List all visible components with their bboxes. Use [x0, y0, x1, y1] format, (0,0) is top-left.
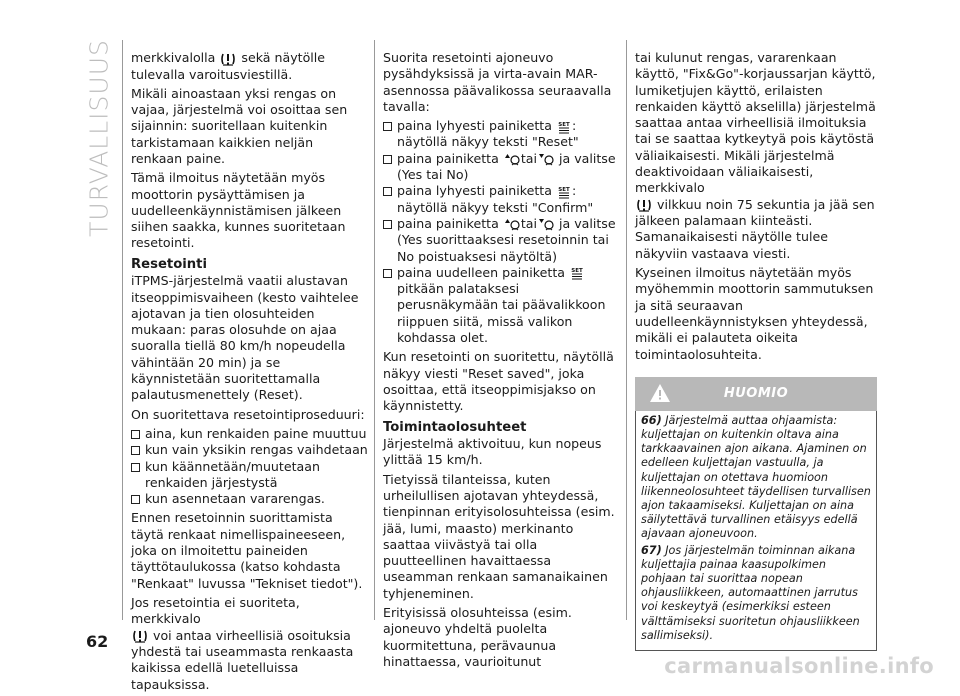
svg-text:SET: SET [558, 121, 570, 128]
paragraph: Tämä ilmoitus näytetään myös moottorin pysäyttämisen ja uudelleenkäynnistämisen jälkeen siihen saakka, kunnes suoritetaan resetointi. [131, 170, 346, 251]
warning-box-header [635, 377, 877, 411]
checkbox-icon [383, 155, 392, 164]
list-item: aina, kun renkaiden paine muuttuu [131, 426, 368, 442]
list-item: paina painiketta tai ja valitse (Yes tai No) [383, 151, 620, 184]
checkbox-icon [383, 122, 392, 131]
note-66: 66) Järjestelmä auttaa ohjaamista: kuljettajan on kuitenkin oltava aina tarkkaavainen ajon aikana. Ajaminen on edelleen kuljettajan vastuulla, ja kuljettajan on otettava huomioon liikenneolosuhteet täydellisen turvallisen ajon takaamiseksi. Kuljettajan on aina säilytettävä turvallinen etäisyys edellä ajavaan ajoneuvoon. [641, 413, 871, 541]
list-item: paina lyhyesti painiketta SET : näytöllä näkyy teksti "Confirm" [383, 183, 620, 216]
note-67: 67) Jos järjestelmän toiminnan aikana kuljettajia painaa kaasupolkimen pohjaan tai suorittaa nopean ohjausliikkeen, automaattinen jarrutus voi keskeytyä (esimerkiksi esteen välttämiseksi suoritetun ohjausliikkeen sallimiseksi). [641, 543, 860, 642]
warning-box-title: HUOMIO [723, 385, 789, 401]
paragraph: Erityisissä olosuhteissa (esim. ajoneuvo yhdeltä puolelta kuormitettuna, perävaunua hinattaessa, vaurioitunut [383, 605, 572, 669]
list-item: kun käännetään/muutetaan renkaiden järjestystä [131, 459, 368, 492]
down-button-icon [538, 217, 554, 231]
tpms-warning-icon [220, 51, 236, 67]
paragraph: Kun resetointi on suoritettu, näytöllä näkyy viesti "Reset saved", joka osoittaa, että itseoppimisjakso on käynnistetty. [383, 349, 614, 414]
down-button-icon [538, 152, 554, 166]
checkbox-icon [383, 220, 392, 229]
list-item: kun vain yksikin rengas vaihdetaan [131, 442, 368, 458]
section-heading: Resetointi [131, 256, 207, 272]
paragraph: On suoritettava resetointiproseduuri: [131, 406, 365, 422]
set-button-icon [570, 266, 584, 280]
svg-text:SET: SET [558, 186, 570, 193]
divider-line [374, 40, 375, 620]
section-heading: Toimintaolosuhteet [383, 419, 527, 435]
paragraph: Järjestelmä aktivoituu, kun nopeus ylittää 15 km/h. [383, 436, 602, 468]
checkbox-icon [131, 463, 140, 472]
divider-line [122, 40, 123, 620]
checkbox-icon [131, 495, 140, 504]
list-item: paina lyhyesti painiketta SET : näytöllä näkyy teksti "Reset" [383, 118, 620, 151]
checkbox-icon [131, 446, 140, 455]
column-1 [131, 50, 368, 696]
set-button-icon [557, 185, 571, 199]
paragraph: merkkivalolla sekä näytölle tulevalla varoitusviestillä. [131, 50, 326, 82]
up-button-icon [504, 152, 520, 166]
tpms-warning-icon [636, 197, 652, 213]
paragraph: Jos resetointia ei suoriteta, merkkivalo voi antaa virheellisiä osoituksia yhdestä tai useammasta renkaasta kaikissa edellä luetelluissa tapauksissa. [131, 594, 354, 692]
list-item: kun asennetaan vararengas. [131, 491, 368, 507]
list-item: paina uudelleen painiketta SET pitkään palataksesi perusnäkymään tai päävalikkoon riippuen siitä, missä valikon kohdassa olet. [383, 265, 620, 346]
column-3 [635, 50, 877, 651]
section-tab: TURVALLISUUS [84, 39, 114, 237]
paragraph: Kyseinen ilmoitus näytetään myös myöhemmin moottorin sammutuksen ja sitä seuraavan uudelleenkäynnistyksen yhteydessä, mikäli ei palauteta oikeita toimintaolosuhteita. [635, 265, 874, 362]
checkbox-icon [383, 269, 392, 278]
paragraph: Mikäli ainoastaan yksi rengas on vajaa, järjestelmä voi osoittaa sen sijainnin: suoritellaan kuitenkin tarkistamaan kaikkien neljän renkaan paine. [131, 85, 348, 166]
column-2 [383, 50, 620, 673]
paragraph: Tietyissä tilanteissa, kuten urheilullisen ajotavan yhteydessä, tienpinnan erityisolosuhteissa (esim. jää, lumi, maasto) merkinanto saattaa viivästyä tai olla puutteellinen havaittaessa useamman renkaan samanaikainen tyhjeneminen. [383, 471, 615, 601]
tpms-warning-icon [132, 628, 148, 644]
up-button-icon [504, 217, 520, 231]
checkbox-icon [131, 430, 140, 439]
paragraph: Suorita resetointi ajoneuvo pysähdyksissä ja virta-avain MAR-asennossa päävalikossa seuraavalla tavalla: [383, 50, 612, 114]
watermark: carmanualsonline.info [664, 654, 934, 678]
divider-line [626, 40, 627, 620]
set-button-icon [557, 120, 571, 134]
paragraph: Ennen resetoinnin suorittamista täytä renkaat nimellispaineeseen, joka on ilmoitettu paineiden täyttötaulukossa (katso kohdasta "Renkaat" luvussa "Tekniset tiedot"). [131, 510, 363, 591]
svg-text:SET: SET [571, 268, 583, 275]
paragraph: iTPMS-järjestelmä vaatii alustavan itseoppimisvaiheen (kesto vaihtelee ajotavan ja tien olosuhteiden mukaan: paras olosuhde on ajaa suoralla tiellä 80 km/h nopeudella vähintään 20 min) ja se käynnistetään suoritettamalla palautusmenettely (Reset). [131, 273, 359, 403]
list-item: paina painiketta tai ja valitse (Yes suorittaaksesi resetoinnin tai No poistuaksesi näytöltä) [383, 216, 620, 265]
checkbox-icon [383, 187, 392, 196]
paragraph: tai kulunut rengas, vararenkaan käyttö, "Fix&Go"-korjaussarjan käyttö, lumiketjujen käyttö, erilaisten renkaiden käyttö akselilla) järjestelmä saattaa antaa virheellisiä ilmoituksia tai se saattaa kytkeytyä pois käytöstä väliaikaisesti. Mikäli järjestelmä deaktivoidaan väliaikaisesti, merkkivalo vilkkuu noin 75 sekuntia ja jää sen jälkeen palamaan kiinteästi. Samanaikaisesti näytölle tulee näkyviin vastaava viesti. [635, 50, 876, 261]
page-number: 62 [86, 632, 109, 651]
warning-box-body [635, 411, 877, 651]
